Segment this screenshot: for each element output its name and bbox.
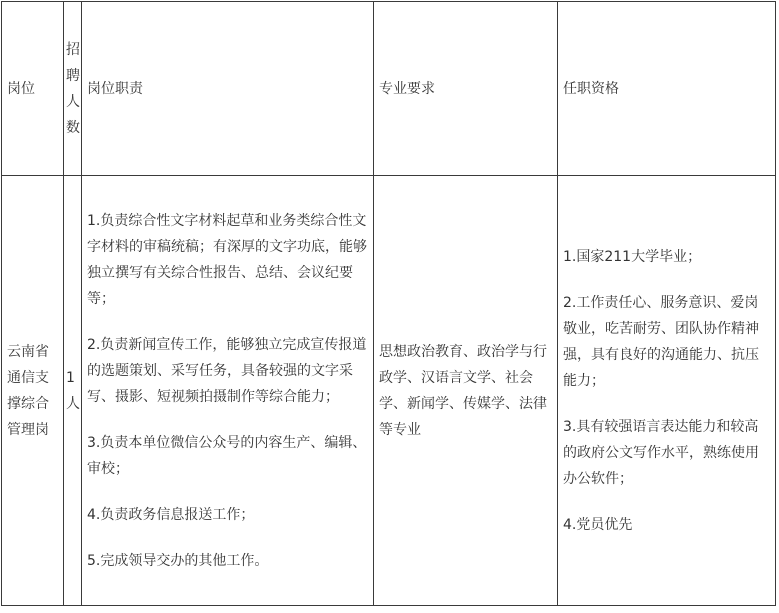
- recruitment-table: [1, 1, 776, 606]
- duty-item: 1.负责综合性文字材料起草和业务类综合性文字材料的审稿统稿；有深厚的文字功底，能够独立撰写有关综合性报告、总结、会议纪要等；: [87, 212, 367, 307]
- qualification-item: 2.工作责任心、服务意识、爱岗敬业，吃苦耐劳、团队协作精神强，具有良好的沟通能力、抗压能力；: [563, 294, 759, 389]
- header-qualifications-text: 任职资格: [563, 80, 619, 97]
- table-header-row: [2, 2, 776, 176]
- header-duties: [82, 2, 374, 176]
- duty-item: 2.负责新闻宣传工作，能够独立完成宣传报道的选题策划、采写任务，具备较强的文字采写、摄影、短视频拍摄制作等综合能力；: [87, 336, 367, 405]
- duty-item: 3.负责本单位微信公众号的内容生产、编辑、审校；: [87, 434, 367, 477]
- cell-qualifications: [558, 176, 776, 606]
- header-major: [374, 2, 558, 176]
- major-requirements: 思想政治教育、政治学与行政学、汉语言文学、社会学、新闻学、传媒学、法律等专业: [379, 343, 547, 438]
- qualifications-list: [558, 244, 775, 538]
- duty-item: 4.负责政务信息报送工作；: [87, 506, 255, 523]
- cell-duties: [82, 176, 374, 606]
- header-qualifications: [558, 2, 776, 176]
- qualification-item: 4.党员优先: [563, 516, 633, 533]
- header-headcount-text: 招聘人数: [66, 41, 80, 136]
- header-major-text: 专业要求: [379, 80, 435, 97]
- header-position: [2, 2, 64, 176]
- qualification-item: 3.具有较强语言表达能力和较高的政府公文写作水平，熟练使用办公软件；: [563, 418, 759, 487]
- header-duties-text: 岗位职责: [87, 80, 143, 97]
- duties-list: [82, 208, 373, 574]
- cell-position: [2, 176, 64, 606]
- duty-item: 5.完成领导交办的其他工作。: [87, 552, 269, 569]
- header-headcount: [64, 2, 82, 176]
- header-position-text: 岗位: [7, 80, 35, 97]
- cell-headcount: [64, 176, 82, 606]
- qualification-item: 1.国家211大学毕业；: [563, 248, 702, 265]
- table-row: [2, 176, 776, 606]
- cell-major: [374, 176, 558, 606]
- position-name: 云南省通信支撑综合管理岗: [7, 343, 49, 438]
- headcount-value: 1人: [66, 369, 80, 412]
